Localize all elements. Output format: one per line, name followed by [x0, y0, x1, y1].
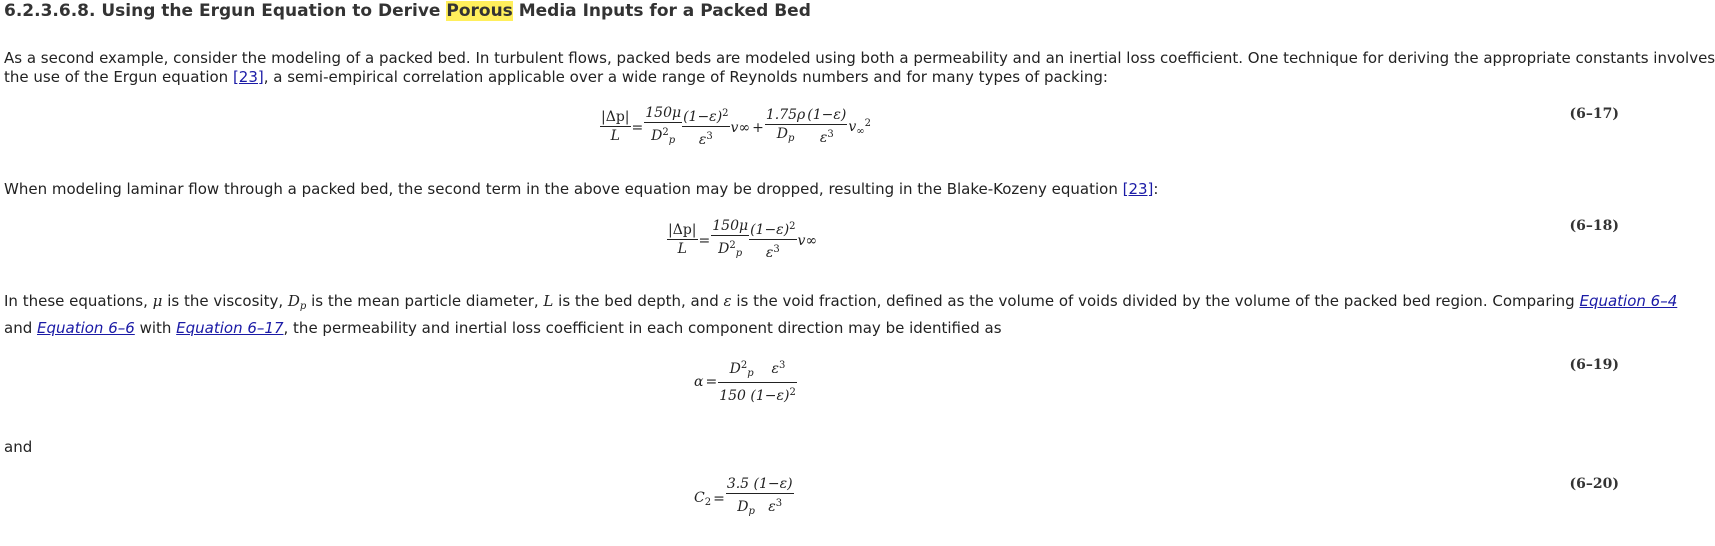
eq18-lhs-num: |Δp| — [668, 222, 697, 238]
eq17-t1-num-b-sup: 2 — [722, 108, 729, 119]
eq19-num-sup: 2 — [740, 360, 748, 371]
eq17-term2-frac2 — [806, 107, 847, 148]
eq18-v: v∞ — [797, 232, 818, 249]
eq20-num: 3.5 (1−ε) — [726, 476, 793, 492]
intro-text-a: the use of the Ergun equation — [4, 68, 233, 86]
eq17-t2-v: v — [848, 119, 857, 135]
eq17-t1-den-eps: ε — [698, 132, 707, 148]
eq19-num-eps: ε — [771, 361, 779, 377]
eq17-t2-den-sub: p — [787, 133, 795, 144]
title-suffix: Media Inputs for a Packed Bed — [512, 1, 811, 21]
eq19-alpha: α — [694, 373, 704, 390]
eq18-frac1 — [711, 218, 749, 263]
eq18-den-sup: 2 — [729, 240, 736, 251]
eq17-t1-den-sub: p — [668, 135, 676, 146]
eq17-t2-v-sup: 2 — [864, 118, 871, 129]
eq18-num-a: 150μ — [712, 218, 749, 234]
eq17-t1-den-eps-sup: 3 — [706, 131, 713, 142]
definitions-paragraph-line2 — [4, 319, 1002, 339]
eq17-lhs-den: L — [610, 128, 620, 144]
eq17-plus: + — [752, 119, 764, 136]
eq18-num-b: (1−ε) — [750, 222, 790, 238]
eq17-t1-v: v∞ — [730, 119, 751, 136]
eq17-t1-num-b: (1−ε) — [683, 109, 723, 125]
equation-6-19 — [693, 357, 797, 406]
eq17-t1-num-a: 150μ — [645, 105, 682, 121]
def-text-8: , the permeability and inertial loss coefficient in each component direction may be identified as — [283, 319, 1002, 337]
eq19-den: 150 (1−ε) — [719, 388, 790, 404]
equation-link-6-4[interactable]: Equation 6–4 — [1579, 292, 1678, 310]
section-title — [4, 1, 811, 21]
eq18-num-b-sup: 2 — [789, 221, 796, 232]
eq18-lhs-den: L — [677, 241, 687, 257]
def-L: L — [543, 292, 554, 310]
eq17-t1-den-sup: 2 — [662, 127, 669, 138]
def-text-2: is the viscosity, — [162, 292, 288, 310]
equation-link-6-6[interactable]: Equation 6–6 — [37, 319, 135, 337]
eq17-t2-den-eps-sup: 3 — [827, 129, 834, 140]
equation-number-6-19: (6–19) — [1569, 357, 1619, 373]
def-text-1: In these equations, — [4, 292, 153, 310]
def-dp: D — [287, 292, 300, 310]
search-highlight: Porous — [446, 1, 513, 21]
def-text-6: and — [4, 319, 37, 337]
eq18-den-d: D — [718, 241, 730, 257]
def-mu: μ — [152, 292, 163, 310]
def-text-4: is the bed depth, and — [553, 292, 724, 310]
laminar-paragraph — [4, 180, 1158, 200]
eq20-c: C — [694, 489, 705, 506]
equation-number-6-18: (6–18) — [1569, 218, 1619, 234]
eq18-equals: = — [698, 232, 711, 249]
def-text-7: with — [134, 319, 177, 337]
eq17-t2-den-eps: ε — [819, 130, 828, 146]
laminar-colon: : — [1153, 180, 1159, 198]
laminar-text: When modeling laminar flow through a packed bed, the second term in the above equation may be dropped, resulting in the Blake-Kozeny equation — [4, 180, 1123, 198]
eq17-t1-den-d: D — [651, 128, 663, 144]
eq18-frac2 — [749, 218, 796, 263]
eq20-den-d: D — [737, 499, 749, 515]
eq18-den-eps: ε — [765, 245, 774, 261]
eq17-lhs — [600, 109, 631, 146]
and-text: and — [4, 438, 33, 456]
eq20-c-sub: 2 — [704, 496, 712, 508]
eq17-term1-frac1 — [644, 105, 682, 150]
eq19-den-sup: 2 — [789, 387, 796, 398]
eq18-lhs — [667, 222, 698, 259]
equation-number-6-20: (6–20) — [1569, 476, 1619, 492]
eq17-t2-v-sub: ∞ — [856, 126, 865, 137]
eq20-frac — [726, 476, 794, 521]
def-dp-sub: p — [299, 301, 307, 312]
equation-link-6-17[interactable]: Equation 6–17 — [176, 319, 284, 337]
eq17-lhs-num: |Δp| — [601, 109, 630, 125]
eq20-den-eps: ε — [768, 499, 776, 515]
eq17-t2-den-d: D — [776, 126, 788, 142]
intro-text-b: , a semi-empirical correlation applicable over a wide range of Reynolds numbers and for many types of packing: — [263, 68, 1108, 86]
def-text-5: is the void fraction, defined as the volume of voids divided by the volume of the packed bed region. Comparing — [731, 292, 1580, 310]
title-prefix: 6.2.3.6.8. Using the Ergun Equation to Derive — [4, 1, 447, 21]
def-text-3: is the mean particle diameter, — [306, 292, 544, 310]
eq18-den-sub: p — [735, 248, 743, 259]
def-eps: ε — [723, 292, 732, 310]
eq19-equals: = — [705, 373, 718, 390]
eq19-frac — [718, 357, 797, 406]
intro-paragraph-line1: As a second example, consider the modeling of a packed bed. In turbulent flows, packed beds are modeled using both a permeability and an inertial loss coefficient. One technique for deriving the appropriate constants involves — [4, 49, 1715, 67]
eq17-term2-frac1 — [765, 107, 806, 148]
eq20-equals: = — [713, 490, 725, 507]
reference-link-23b[interactable]: [23] — [1122, 180, 1154, 198]
equation-6-20 — [693, 476, 794, 521]
equation-6-17 — [600, 105, 872, 150]
eq19-num-d: D — [729, 361, 741, 377]
definitions-paragraph-line1 — [4, 292, 1677, 317]
intro-paragraph-line2 — [4, 68, 1108, 88]
eq18-den-eps-sup: 3 — [773, 244, 780, 255]
eq20-den-sub: p — [748, 506, 755, 517]
equation-6-18 — [667, 218, 818, 263]
reference-link-23[interactable]: [23] — [232, 68, 264, 86]
eq17-equals: = — [631, 119, 644, 136]
eq20-den-eps-sup: 3 — [775, 498, 783, 509]
eq17-t2-num-a: 1.75ρ — [765, 107, 806, 123]
eq17-term1-frac2 — [682, 105, 729, 150]
equation-number-6-17: (6–17) — [1569, 106, 1619, 122]
eq19-num-sub: p — [747, 368, 754, 379]
eq17-t2-num-b: (1−ε) — [807, 107, 847, 123]
eq19-num-eps-sup: 3 — [779, 360, 786, 371]
